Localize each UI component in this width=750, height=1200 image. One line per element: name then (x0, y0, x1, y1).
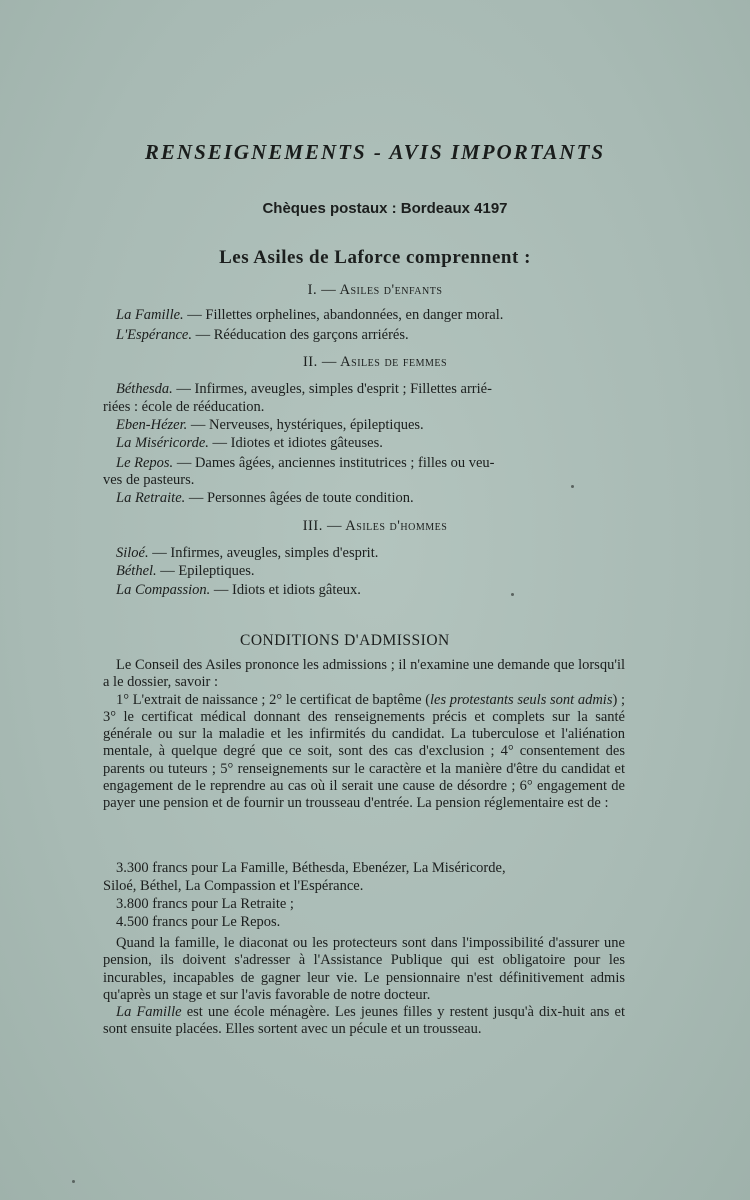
conditions-heading: CONDITIONS D'ADMISSION (240, 632, 450, 649)
asile-name: La Compassion. (116, 582, 211, 598)
conditions-intro: Le Conseil des Asiles prononce les admissions ; il n'examine une demande que lorsqu'il a le dossier, savoir : (103, 657, 625, 691)
conditions-list (103, 692, 625, 813)
asile-entry (116, 489, 414, 507)
asile-description: — Fillettes orphelines, abandonnées, en danger moral. (183, 307, 504, 323)
asile-name: Béthesda. (116, 381, 173, 397)
asile-name: Le Repos. (116, 455, 174, 471)
asile-entry (116, 562, 255, 580)
famille-name: La Famille (116, 1004, 182, 1021)
asile-description: — Infirmes, aveugles, simples d'esprit ; Fillettes arrié- (172, 381, 492, 397)
asile-entry (116, 326, 409, 344)
asile-description: — Epileptiques. (156, 563, 255, 579)
paper-speck (511, 593, 514, 596)
page-title: RENSEIGNEMENTS - AVIS IMPORTANTS (144, 140, 606, 164)
asile-name: La Miséricorde. (116, 435, 209, 451)
fee-line: 3.800 francs pour La Retraite ; (116, 896, 294, 912)
postal-cheques-line: Chèques postaux : Bordeaux 4197 (262, 200, 508, 217)
asile-entry (116, 544, 378, 562)
asile-entry (116, 416, 424, 434)
famille-paragraph (103, 1004, 625, 1039)
asile-description: — Dames âgées, anciennes institutrices ; filles ou veu- (173, 455, 495, 471)
asile-description: — Infirmes, aveugles, simples d'esprit. (148, 545, 379, 561)
section-heading-hommes: III. — Asiles d'hommes (302, 518, 448, 534)
fee-line-cont: Siloé, Béthel, La Compassion et l'Espérance. (103, 878, 364, 894)
asile-name: L'Espérance. (116, 327, 192, 343)
asiles-subtitle: Les Asiles de Laforce comprennent : (219, 247, 531, 268)
section-heading-enfants: I. — Asiles d'enfants (307, 282, 443, 298)
conditions-body-top (103, 657, 625, 813)
asile-description-cont: ves de pasteurs. (103, 472, 195, 488)
conditions-body-bottom (103, 935, 625, 1039)
asile-entry (116, 454, 495, 472)
asile-name: Béthel. (116, 563, 157, 579)
asile-name: Siloé. (116, 545, 149, 561)
paper-speck (72, 1180, 75, 1183)
asile-entry (116, 306, 503, 324)
asile-entry (116, 434, 383, 452)
fee-line: 4.500 francs pour Le Repos. (116, 914, 281, 930)
asile-name: Eben-Hézer. (116, 417, 188, 433)
asile-description: — Nerveuses, hystériques, épileptiques. (187, 417, 424, 433)
asile-description: — Idiotes et idiotes gâteuses. (208, 435, 383, 451)
asile-description: — Rééducation des garçons arriérés. (192, 327, 409, 343)
asile-description: — Personnes âgées de toute condition. (185, 490, 414, 506)
asile-description: — Idiots et idiots gâteux. (210, 582, 361, 598)
famille-text: est une école ménagère. Les jeunes filles y restent jusqu'à dix-huit ans et sont ensuite placées. Elles sortent avec un pécule et un trousseau. (103, 1004, 626, 1038)
conditions-list-part1: 1° L'extrait de naissance ; 2° le certificat de baptême ( (116, 691, 431, 708)
asile-entry (116, 380, 492, 398)
assistance-paragraph: Quand la famille, le diaconat ou les protecteurs sont dans l'impossibilité d'assurer une pension, ils doivent s'adresser à l'Assistance Publique qui est obligatoire pour les incurables, incapables de gagner leur vie. Le pensionnaire n'est définitivement admis qu'après un stage et sur l'avis favorable de notre docteur. (103, 935, 625, 1003)
asile-name: La Retraite. (116, 490, 186, 506)
paper-speck (571, 485, 574, 488)
asile-entry (116, 581, 361, 599)
asile-description-cont: riées : école de rééducation. (103, 399, 265, 415)
conditions-list-italic: les protestants seuls sont admis (430, 691, 613, 708)
fee-line: 3.300 francs pour La Famille, Béthesda, Ebenézer, La Miséricorde, (116, 860, 506, 876)
conditions-list-part2: ) ; 3° le certificat médical donnant des renseignements précis et complets sur la santé générale ou sur la maladie et les infirmités du candidat. La tuberculose et l'aliénation mentale, à quelque degré que ce soit, sont des cas d'exclusion ; 4° consentement des parents ou tuteurs ; 5° renseignements sur le caractère et la manière d'être du candidat et engagement de le reprendre au cas où il serait une cause de désordre ; 6° engagement de payer une pension et de fournir un trousseau d'entrée. La pension réglementaire est de : (103, 691, 625, 812)
asile-name: La Famille. (116, 307, 184, 323)
section-heading-femmes: II. — Asiles de femmes (302, 354, 448, 370)
